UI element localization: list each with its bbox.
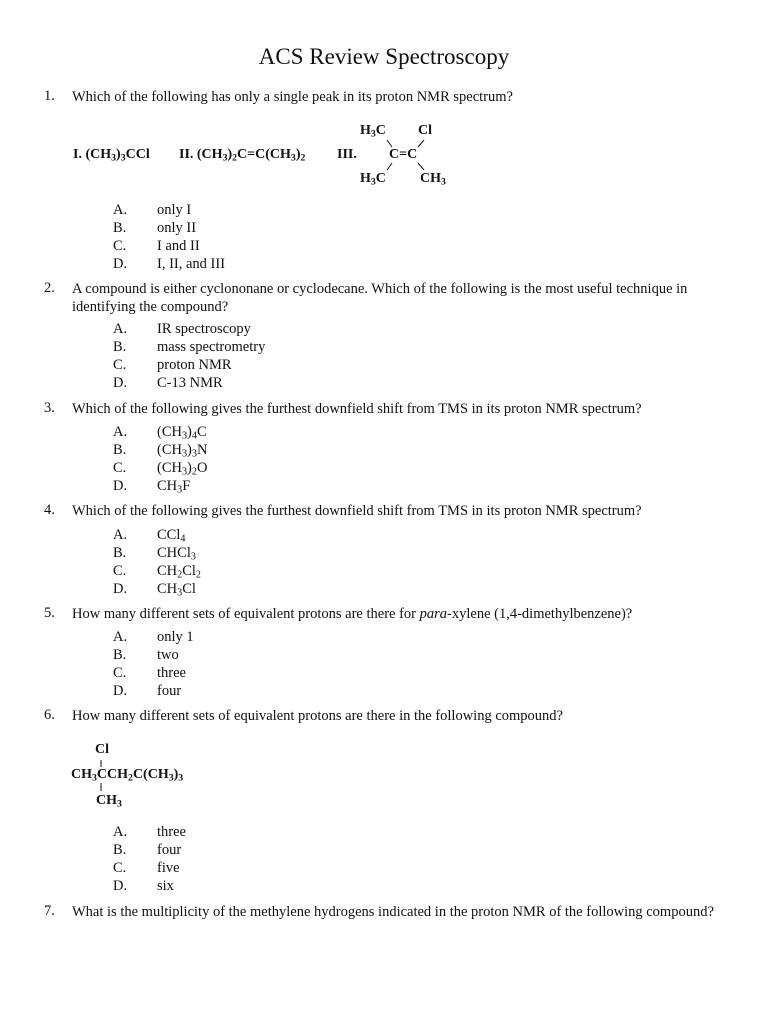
q1-option-c-text: I and II (157, 238, 200, 254)
q1-option-a-letter: A. (113, 202, 128, 218)
q4-option-b-letter: B. (113, 545, 127, 561)
q5-option-a-text: only 1 (157, 629, 194, 645)
q6-option-b-text: four (157, 842, 182, 858)
q2-option-a-letter: A. (113, 321, 128, 337)
question-3-number: 3. (44, 400, 55, 416)
q2-option-b-text: mass spectrometry (157, 339, 266, 355)
question-7-text: What is the multiplicity of the methylene hydrogens indicated in the proton NMR of the following compound? (72, 904, 714, 920)
q3-option-d-text: $CH_3F$ (157, 478, 191, 496)
q4-option-b-text: CHCl$_3$ (157, 545, 196, 563)
question-1-text: Which of the following has only a single peak in its proton NMR spectrum? (72, 89, 513, 105)
q2-option-a-text: IR spectroscopy (157, 321, 251, 337)
question-5-number: 5. (44, 605, 55, 621)
page-title: ACS Review Spectroscopy (258, 44, 510, 69)
structure-iii-bottom-right: $CH_3$ (420, 171, 446, 188)
q5-option-d-text: four (157, 683, 182, 699)
q1-option-a-text: only I (157, 202, 192, 218)
structure-iii-top-left: $H_3C$ (360, 123, 386, 140)
q3-option-b-letter: B. (113, 442, 127, 458)
structure-ii: II. $(CH_3)_2C=C(CH_3)_2$ (179, 147, 306, 164)
q5-option-d-letter: D. (113, 683, 128, 699)
q1-option-d-letter: D. (113, 256, 128, 272)
q5-option-a-letter: A. (113, 629, 128, 645)
structure-iii-label: III. (337, 147, 357, 162)
question-7-number: 7. (44, 903, 55, 919)
question-5-text: How many different sets of equivalent protons are there for para-xylene (1,4-dimethylbenzene)? (72, 606, 633, 622)
q2-option-c-letter: C. (113, 357, 127, 373)
q6-option-a-letter: A. (113, 824, 128, 840)
q3-option-c-text: $(CH_3)_2O$ (157, 460, 208, 478)
q4-option-a-text: CCl$_4$ (157, 527, 186, 545)
q6-structure-top: Cl (95, 742, 109, 757)
question-2-number: 2. (44, 280, 55, 296)
q5-option-b-letter: B. (113, 647, 127, 663)
q6-option-c-letter: C. (113, 860, 127, 876)
question-2-text: A compound is either cyclononane or cyclodecane. Which of the following is the most useful technique in identifying the compound? (72, 281, 688, 315)
q4-option-d-text: $CH_3Cl$ (157, 581, 196, 599)
question-4-number: 4. (44, 502, 55, 518)
q5-option-b-text: two (157, 647, 179, 663)
q4-option-c-text: $CH_2Cl_2$ (157, 563, 201, 581)
q1-option-b-text: only II (157, 220, 197, 236)
q4-option-c-letter: C. (113, 563, 127, 579)
question-1-number: 1. (44, 88, 55, 104)
q6-structure-main: $CH_3CCH_2C(CH_3)_3$ (71, 767, 184, 784)
q4-option-d-letter: D. (113, 581, 128, 597)
structure-iii-top-right: Cl (418, 123, 432, 138)
q5-option-c-letter: C. (113, 665, 127, 681)
q2-option-c-text: proton NMR (157, 357, 232, 373)
q6-option-d-letter: D. (113, 878, 128, 894)
q6-option-d-text: six (157, 878, 174, 894)
question-6-number: 6. (44, 707, 55, 723)
q1-option-c-letter: C. (113, 238, 127, 254)
q3-option-c-letter: C. (113, 460, 127, 476)
q2-option-d-letter: D. (113, 375, 128, 391)
q3-option-d-letter: D. (113, 478, 128, 494)
structure-iii-bottom-left: $H_3C$ (360, 171, 386, 188)
q6-structure-bottom: $CH_3$ (96, 793, 122, 810)
question-3-text: Which of the following gives the furthest downfield shift from TMS in its proton NMR spectrum? (72, 401, 642, 417)
q3-option-a-letter: A. (113, 424, 128, 440)
structure-iii-center: C=C (389, 147, 418, 162)
q6-option-b-letter: B. (113, 842, 127, 858)
q3-option-a-text: $(CH_3)_4C$ (157, 424, 207, 442)
q2-option-b-letter: B. (113, 339, 127, 355)
question-4-text: Which of the following gives the furthest downfield shift from TMS in its proton NMR spectrum? (72, 503, 642, 519)
q6-option-c-text: five (157, 860, 180, 876)
q4-option-a-letter: A. (113, 527, 128, 543)
q6-option-a-text: three (157, 824, 186, 840)
q1-option-b-letter: B. (113, 220, 127, 236)
structure-i: I. $(CH_3)_3CCl$ (73, 147, 150, 164)
q5-option-c-text: three (157, 665, 186, 681)
question-6-text: How many different sets of equivalent protons are there in the following compound? (72, 708, 563, 724)
q2-option-d-text: C-13 NMR (157, 375, 223, 391)
q1-option-d-text: I, II, and III (157, 256, 226, 272)
q3-option-b-text: $(CH_3)_3N$ (157, 442, 208, 460)
